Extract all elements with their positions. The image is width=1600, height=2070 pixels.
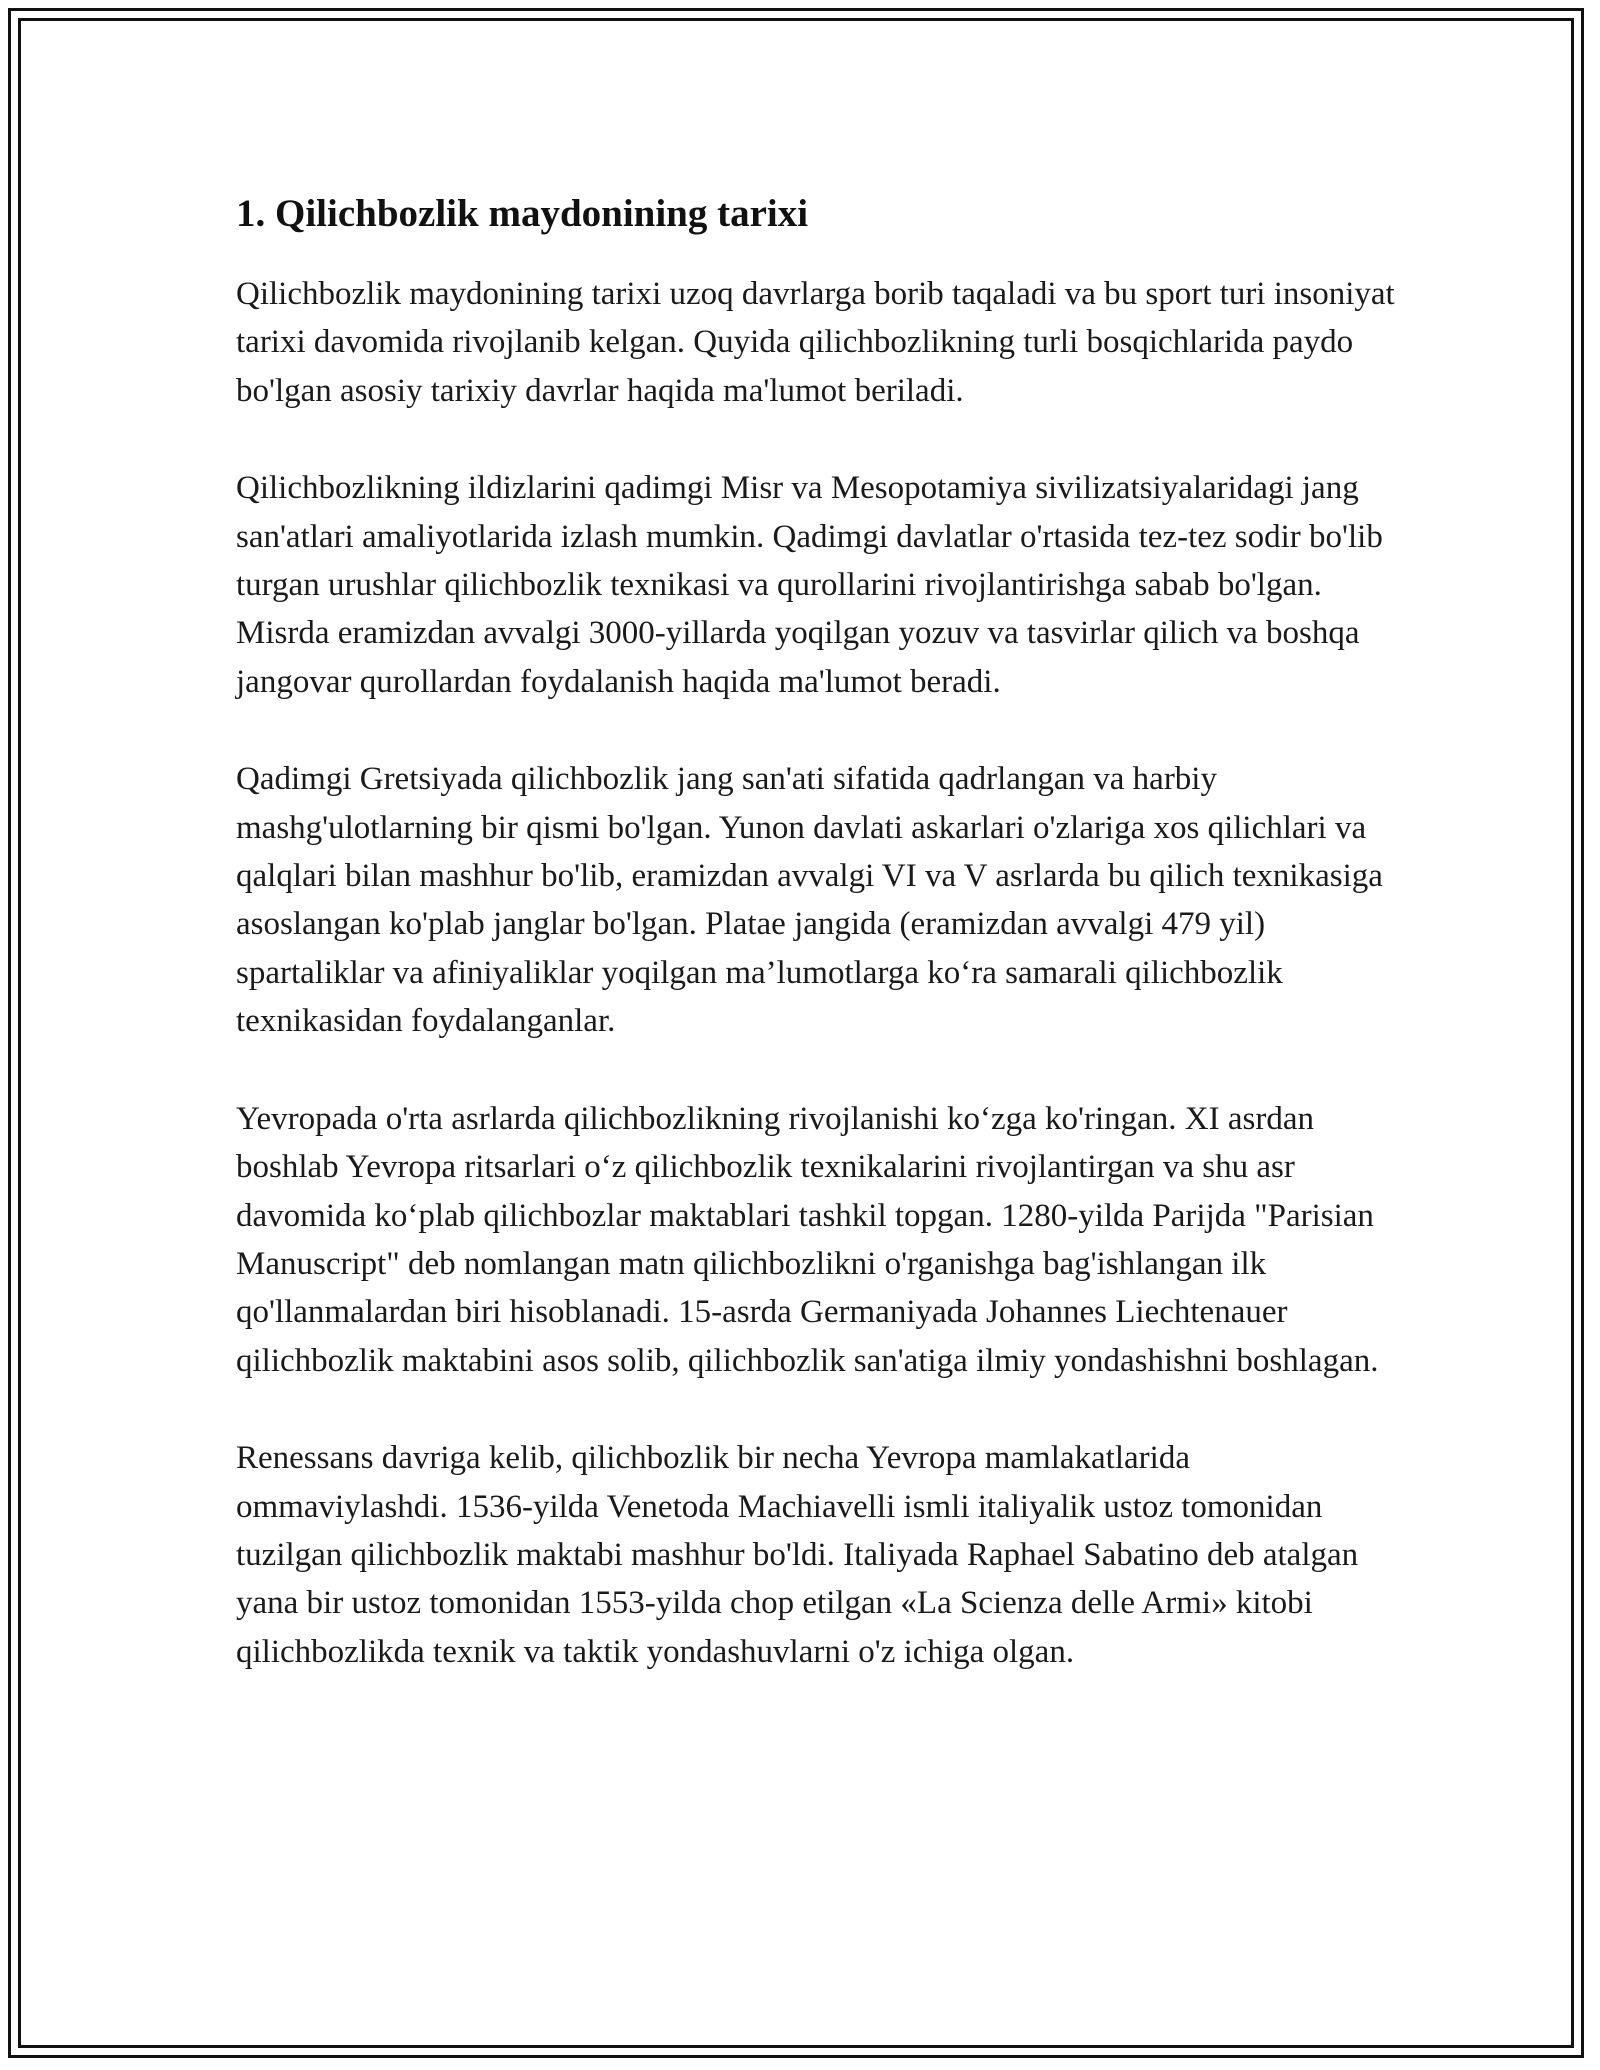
paragraph-renaissance: Renessans davriga kelib, qilichbozlik bir necha Yevropa mamlakatlarida ommaviylashdi. 1536-yilda Venetoda Machiavelli ismli italiyalik ustoz tomonidan tuzilgan qilichbozlik maktabi mashhur bo'ldi. Italiyada Raphael Sabatino deb atalgan yana bir ustoz tomonidan 1553-yilda chop etilgan «La Scienza delle Armi» kitobi qilichbozlikda texnik va taktik yondashuvlarni o'z ichiga olgan. — [236, 1440, 1359, 1670]
document-body — [236, 184, 1396, 1676]
paragraph-intro: Qilichbozlik maydonining tarixi uzoq davrlarga borib taqaladi va bu sport turi insoniyat tarixi davomida rivojlanib kelgan. Quyida qilichbozlikning turli bosqichlarida paydo bo'lgan asosiy tarixiy davrlar haqida ma'lumot beriladi. — [236, 276, 1395, 409]
paragraph-ancient-greece: Qadimgi Gretsiyada qilichbozlik jang san'ati sifatida qadrlangan va harbiy mashg'ulotlarning bir qismi bo'lgan. Yunon davlati askarlari o'zlariga xos qilichlari va qalqlari bilan mashhur bo'lib, eramizdan avvalgi VI va V asrlarda bu qilich texnikasiga asoslangan ko'plab janglar bo'lgan. Platae jangida (eramizdan avvalgi 479 yil) spartaliklar va afiniyaliklar yoqilgan ma’lumotlarga ko‘ra samarali qilichbozlik texnikasidan foydalanganlar. — [236, 761, 1383, 1040]
paragraph-medieval-europe: Yevropada o'rta asrlarda qilichbozlikning rivojlanishi ko‘zga ko'ringan. XI asrdan boshlab Yevropa ritsarlari o‘z qilichbozlik texnikalarini rivojlantirgan va shu asr davomida ko‘plab qilichbozlar maktablari tashkil topgan. 1280-yilda Parijda "Parisian Manuscript" deb nomlangan matn qilichbozlikni o'rganishga bag'ishlangan ilk qo'llanmalardan biri hisoblanadi. 15-asrda Germaniyada Johannes Liechtenauer qilichbozlik maktabini asos solib, qilichbozlik san'atiga ilmiy yondashishni boshlagan. — [236, 1100, 1379, 1379]
section-heading: 1. Qilichbozlik maydonining tarixi — [236, 192, 809, 235]
paragraph-ancient-egypt-mesopotamia: Qilichbozlikning ildizlarini qadimgi Misr va Mesopotamiya sivilizatsiyalaridagi jang san'atlari amaliyotlarida izlash mumkin. Qadimgi davlatlar o'rtasida tez-tez sodir bo'lib turgan urushlar qilichbozlik texnikasi va qurollarini rivojlantirishga sabab bo'lgan. Misrda eramizdan avvalgi 3000-yillarda yoqilgan yozuv va tasvirlar qilich va boshqa jangovar qurollardan foydalanish haqida ma'lumot beradi. — [236, 470, 1383, 700]
